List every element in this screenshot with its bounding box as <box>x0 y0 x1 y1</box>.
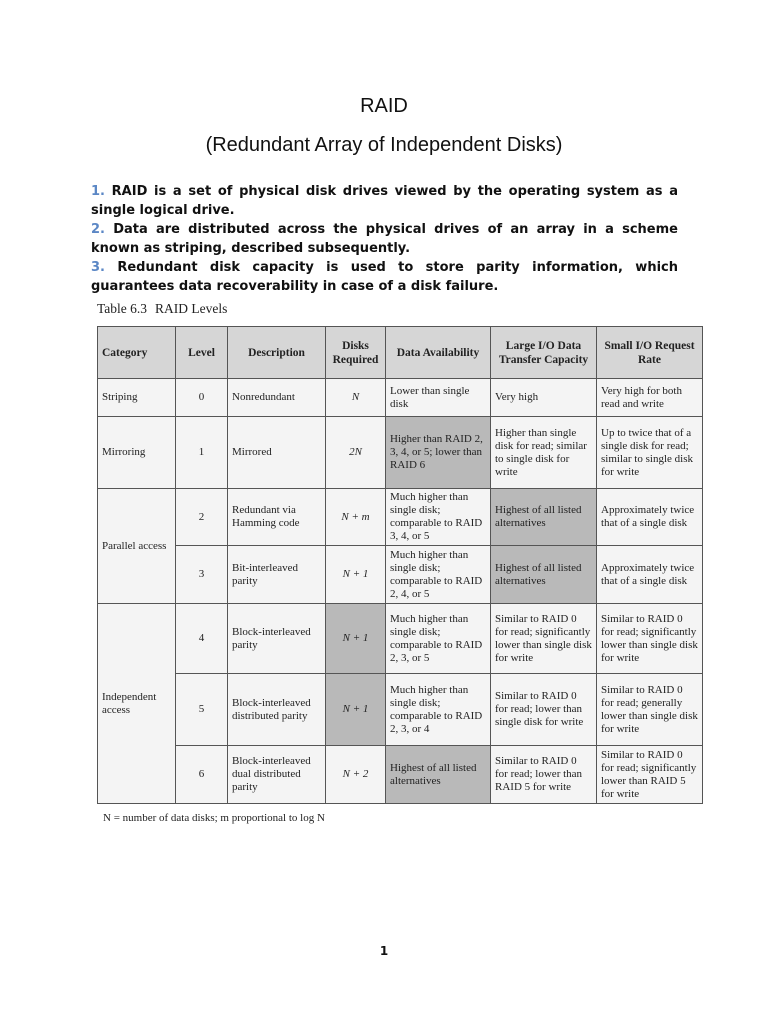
large-io-cell: Similar to RAID 0 for read; lower than single disk for write <box>491 674 597 746</box>
header-small-io: Small I/O Request Rate <box>597 327 703 379</box>
availability-cell: Lower than single disk <box>386 379 491 417</box>
availability-cell: Much higher than single disk; comparable to RAID 2, 3, or 4 <box>386 674 491 746</box>
point-number: 3. <box>91 260 105 275</box>
large-io-cell: Higher than single disk for read; similar to single disk for write <box>491 417 597 489</box>
table-row <box>98 379 703 417</box>
table-footnote: N = number of data disks; m proportional to log N <box>103 812 325 824</box>
disks-cell: N + m <box>326 489 386 546</box>
small-io-cell: Similar to RAID 0 for read; significantly lower than single disk for write <box>597 604 703 674</box>
point-3 <box>91 258 678 296</box>
description-cell: Mirrored <box>228 417 326 489</box>
point-number: 1. <box>91 184 105 199</box>
disks-cell: N + 1 <box>326 546 386 604</box>
point-2 <box>91 220 678 258</box>
small-io-cell: Approximately twice that of a single disk <box>597 546 703 604</box>
table-caption <box>97 301 227 317</box>
header-level: Level <box>176 327 228 379</box>
table-header-row <box>98 327 703 379</box>
availability-cell: Highest of all listed alternatives <box>386 746 491 804</box>
point-text: Data are distributed across the physical drives of an array in a scheme known as striping, described subsequently. <box>91 222 678 256</box>
page-subtitle: (Redundant Array of Independent Disks) <box>205 134 563 156</box>
table-row <box>98 746 703 804</box>
header-disks-required: Disks Required <box>326 327 386 379</box>
description-cell: Block-interleaved parity <box>228 604 326 674</box>
disks-cell: N + 1 <box>326 674 386 746</box>
header-large-io: Large I/O Data Transfer Capacity <box>491 327 597 379</box>
small-io-cell: Similar to RAID 0 for read; generally lower than single disk for write <box>597 674 703 746</box>
description-cell: Block-interleaved dual distributed parity <box>228 746 326 804</box>
level-cell: 1 <box>176 417 228 489</box>
category-cell: Independent access <box>98 604 176 804</box>
header-description: Description <box>228 327 326 379</box>
large-io-cell: Similar to RAID 0 for read; lower than RAID 5 for write <box>491 746 597 804</box>
description-cell: Bit-interleaved parity <box>228 546 326 604</box>
category-cell: Parallel access <box>98 489 176 604</box>
large-io-cell: Similar to RAID 0 for read; significantly lower than single disk for write <box>491 604 597 674</box>
large-io-cell: Highest of all listed alternatives <box>491 546 597 604</box>
disks-cell: 2N <box>326 417 386 489</box>
table-caption-title: RAID Levels <box>155 301 228 316</box>
level-cell: 5 <box>176 674 228 746</box>
page-number: 1 <box>379 944 389 958</box>
level-cell: 6 <box>176 746 228 804</box>
header-data-availability: Data Availability <box>386 327 491 379</box>
disks-cell: N + 2 <box>326 746 386 804</box>
point-text: Redundant disk capacity is used to store parity information, which guarantees data recoverability in case of a disk failure. <box>91 260 678 294</box>
point-text: RAID is a set of physical disk drives viewed by the operating system as a single logical drive. <box>91 184 678 218</box>
category-cell: Mirroring <box>98 417 176 489</box>
large-io-cell: Highest of all listed alternatives <box>491 489 597 546</box>
level-cell: 2 <box>176 489 228 546</box>
level-cell: 0 <box>176 379 228 417</box>
point-number: 2. <box>91 222 105 237</box>
level-cell: 4 <box>176 604 228 674</box>
disks-cell: N <box>326 379 386 417</box>
table-row <box>98 546 703 604</box>
small-io-cell: Up to twice that of a single disk for read; similar to single disk for write <box>597 417 703 489</box>
table-row <box>98 674 703 746</box>
small-io-cell: Similar to RAID 0 for read; significantly lower than RAID 5 for write <box>597 746 703 804</box>
availability-cell: Much higher than single disk; comparable to RAID 2, 4, or 5 <box>386 546 491 604</box>
disks-cell: N + 1 <box>326 604 386 674</box>
small-io-cell: Very high for both read and write <box>597 379 703 417</box>
table-row <box>98 489 703 546</box>
large-io-cell: Very high <box>491 379 597 417</box>
table-row <box>98 417 703 489</box>
intro-points <box>91 182 678 296</box>
point-1 <box>91 182 678 220</box>
description-cell: Redundant via Hamming code <box>228 489 326 546</box>
availability-cell: Much higher than single disk; comparable to RAID 3, 4, or 5 <box>386 489 491 546</box>
small-io-cell: Approximately twice that of a single disk <box>597 489 703 546</box>
category-cell: Striping <box>98 379 176 417</box>
description-cell: Block-interleaved distributed parity <box>228 674 326 746</box>
availability-cell: Higher than RAID 2, 3, 4, or 5; lower than RAID 6 <box>386 417 491 489</box>
availability-cell: Much higher than single disk; comparable to RAID 2, 3, or 5 <box>386 604 491 674</box>
table-row <box>98 604 703 674</box>
page-title: RAID <box>360 95 408 117</box>
description-cell: Nonredundant <box>228 379 326 417</box>
header-category: Category <box>98 327 176 379</box>
table-caption-number: Table 6.3 <box>97 301 148 316</box>
raid-levels-table <box>97 326 703 804</box>
level-cell: 3 <box>176 546 228 604</box>
